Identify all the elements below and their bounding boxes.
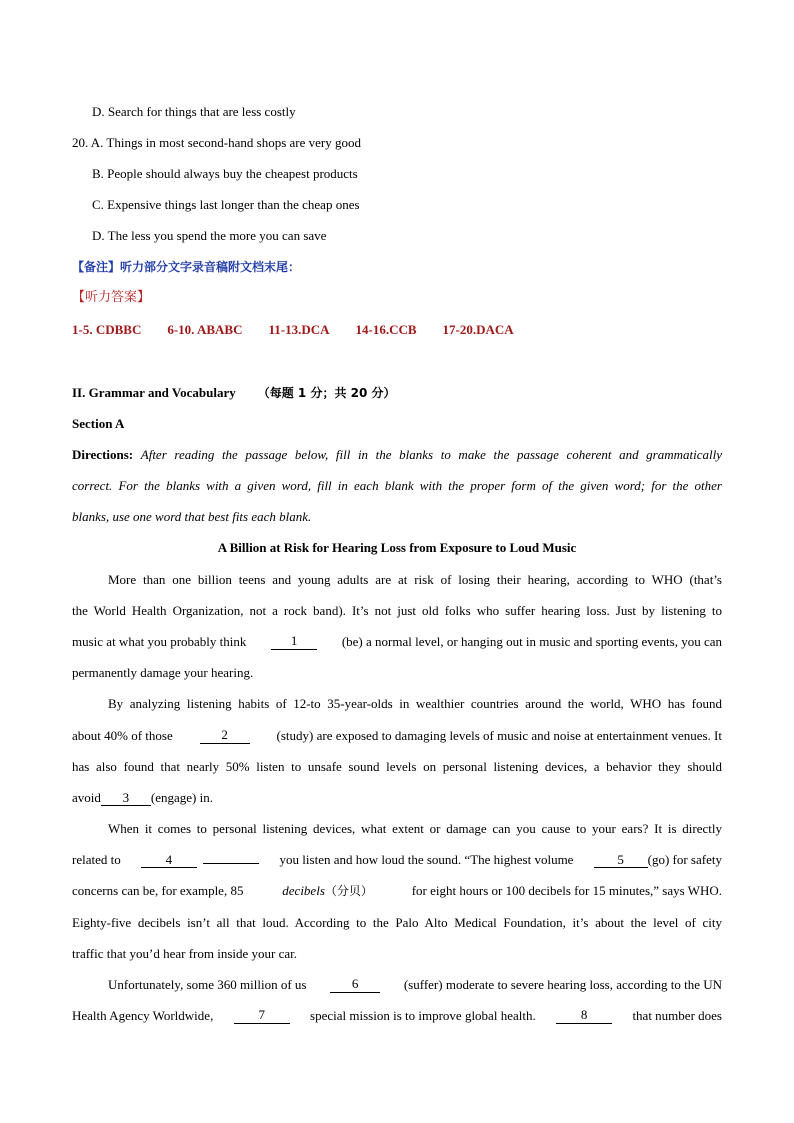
p3-line-5: traffic that you’d hear from inside your car.	[72, 946, 298, 961]
p4-text: (suffer) moderate to severe hearing loss, according to the UN	[403, 977, 722, 992]
p3-text: for eight hours or 100 decibels for 15 minutes,” says WHO.	[411, 883, 722, 898]
p3-text: concerns can be, for example, 85	[72, 883, 244, 898]
option-20-c: C. Expensive things last longer than the cheap ones	[92, 197, 360, 212]
p2-text: about 40% of those	[72, 728, 173, 743]
p3-text: related to	[72, 852, 121, 867]
p3-line-3	[72, 883, 722, 899]
p4-text: that number does	[632, 1008, 722, 1023]
blank-8[interactable]: 8	[556, 1008, 612, 1024]
directions-line-3: blanks, use one word that best fits each blank.	[72, 509, 312, 524]
p1-text: (be) a normal level, or hanging out in music and sporting events, you can	[341, 634, 722, 649]
p2-line-4	[72, 790, 213, 806]
section-heading	[72, 385, 396, 401]
p1-line-4: permanently damage your hearing.	[72, 665, 254, 680]
blank-6[interactable]: 6	[330, 977, 380, 993]
section-a-label: Section A	[72, 416, 125, 431]
p3-text: you listen and how loud the sound. “The highest volume	[279, 852, 574, 867]
passage-title: A Billion at Risk for Hearing Loss from Exposure to Loud Music	[217, 540, 577, 555]
blank-1[interactable]: 1	[271, 634, 317, 650]
option-19-d: D. Search for things that are less costly	[92, 104, 296, 119]
p1-line-2: the World Health Organization, not a rock band). It’s not just old folks who suffer hearing loss. Just by listening to	[72, 603, 722, 618]
p1-line-1: More than one billion teens and young adults are at risk of losing their hearing, according to WHO (that’s	[108, 572, 722, 587]
option-20-b: B. People should always buy the cheapest products	[92, 166, 358, 181]
p3-line-1: When it comes to personal listening devices, what extent or damage can you cause to your ears? It is directly	[108, 821, 722, 836]
question-20-option-a: 20. A. Things in most second-hand shops are very good	[72, 135, 361, 150]
p4-text: Health Agency Worldwide,	[72, 1008, 214, 1023]
answer-group: 14-16.CCB	[355, 322, 417, 337]
option-20-d: D. The less you spend the more you can save	[92, 228, 327, 243]
p2-text: (engage) in.	[150, 790, 213, 805]
blank-4[interactable]: 4	[141, 853, 197, 868]
blank-5[interactable]: 5	[594, 853, 648, 868]
p2-line-3: has also found that nearly 50% listen to unsafe sound levels on personal listening devices, a behavior they should	[72, 759, 722, 774]
p4-line-1	[108, 977, 722, 993]
transcript-note: 【备注】听力部分文字录音稿附文档末尾：	[72, 260, 301, 274]
p3-text-italic: decibels	[282, 883, 325, 898]
blank-2[interactable]: 2	[200, 728, 250, 744]
section-heading-en: II. Grammar and Vocabulary	[72, 385, 236, 400]
p3-text-cn: （分贝）	[324, 884, 373, 898]
p3-text: (go) for safety	[647, 852, 722, 867]
answers-label: 【听力答案】	[72, 290, 151, 305]
answer-group: 17-20.DACA	[442, 322, 514, 337]
answer-group: 6-10. ABABC	[167, 322, 243, 337]
directions-line-2: correct. For the blanks with a given word, fill in each blank with the proper form of the given word; for the other	[72, 478, 722, 493]
section-heading-cn: （每题 1 分；共 20 分）	[257, 386, 396, 400]
p4-text: special mission is to improve global health.	[310, 1008, 536, 1023]
directions-label: Directions:	[72, 447, 134, 462]
p4-line-2	[72, 1008, 722, 1024]
directions-line-1	[72, 447, 722, 463]
p3-line-4: Eighty-five decibels isn’t all that loud. According to the Palo Alto Medical Foundation, it’s about the level of city	[72, 915, 722, 930]
answer-group: 1-5. CDBBC	[72, 322, 142, 337]
p2-line-2	[72, 728, 722, 744]
answer-key	[72, 322, 540, 338]
p4-text: Unfortunately, some 360 million of us	[108, 977, 307, 992]
blank-3[interactable]: 3	[101, 791, 151, 806]
p2-line-1: By analyzing listening habits of 12-to 35-year-olds in wealthier countries around the world, WHO has found	[108, 696, 722, 711]
directions-text: After reading the passage below, fill in the blanks to make the passage coherent and grammatically	[140, 447, 723, 462]
p3-line-2	[72, 852, 722, 868]
p2-text: avoid	[72, 790, 101, 805]
p2-text: (study) are exposed to damaging levels of music and noise at entertainment venues. It	[276, 728, 722, 743]
p1-text: music at what you probably think	[72, 634, 247, 649]
blank-7[interactable]: 7	[234, 1008, 290, 1024]
blank-4-extension[interactable]	[203, 863, 259, 864]
answer-group: 11-13.DCA	[268, 322, 330, 337]
p1-line-3	[72, 634, 722, 650]
